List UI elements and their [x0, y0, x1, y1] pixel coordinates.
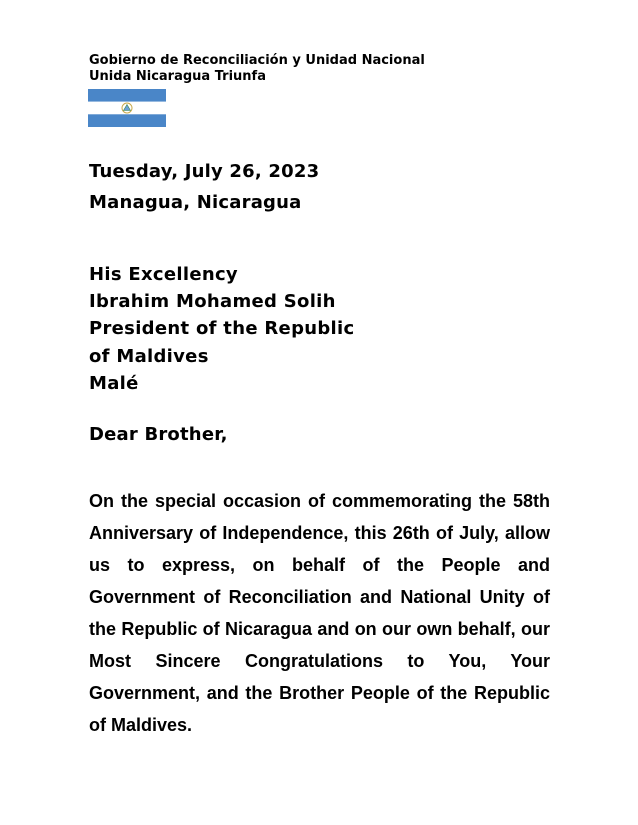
nicaragua-flag-icon: [88, 89, 166, 127]
salutation: Dear Brother,: [89, 424, 228, 445]
recipient-block: [89, 261, 354, 397]
letter-date: Tuesday, July 26, 2023: [89, 161, 320, 182]
recipient-name: Ibrahim Mohamed Solih: [89, 291, 336, 313]
header-slogan: Unida Nicaragua Triunfa: [89, 69, 266, 84]
recipient-title: His Excellency: [89, 264, 238, 285]
recipient-position: President of the Republic: [89, 318, 355, 340]
recipient-city: Malé: [89, 372, 139, 394]
recipient-position-country: of Maldives: [89, 345, 209, 367]
letter-body-paragraph: On the special occasion of commemorating the 58th Anniversary of Independence, this 26th of July, allow us to express, on behalf of the People and Government of Reconciliation and National Unity of the Republic of Nicaragua and on our own behalf, our Most Sincere Congratulations to You, Your Government, and the Brother People of the Republic of Maldives.: [89, 491, 550, 735]
header-government-name: Gobierno de Reconciliación y Unidad Nacional: [89, 53, 425, 68]
letter-place: Managua, Nicaragua: [89, 192, 302, 213]
